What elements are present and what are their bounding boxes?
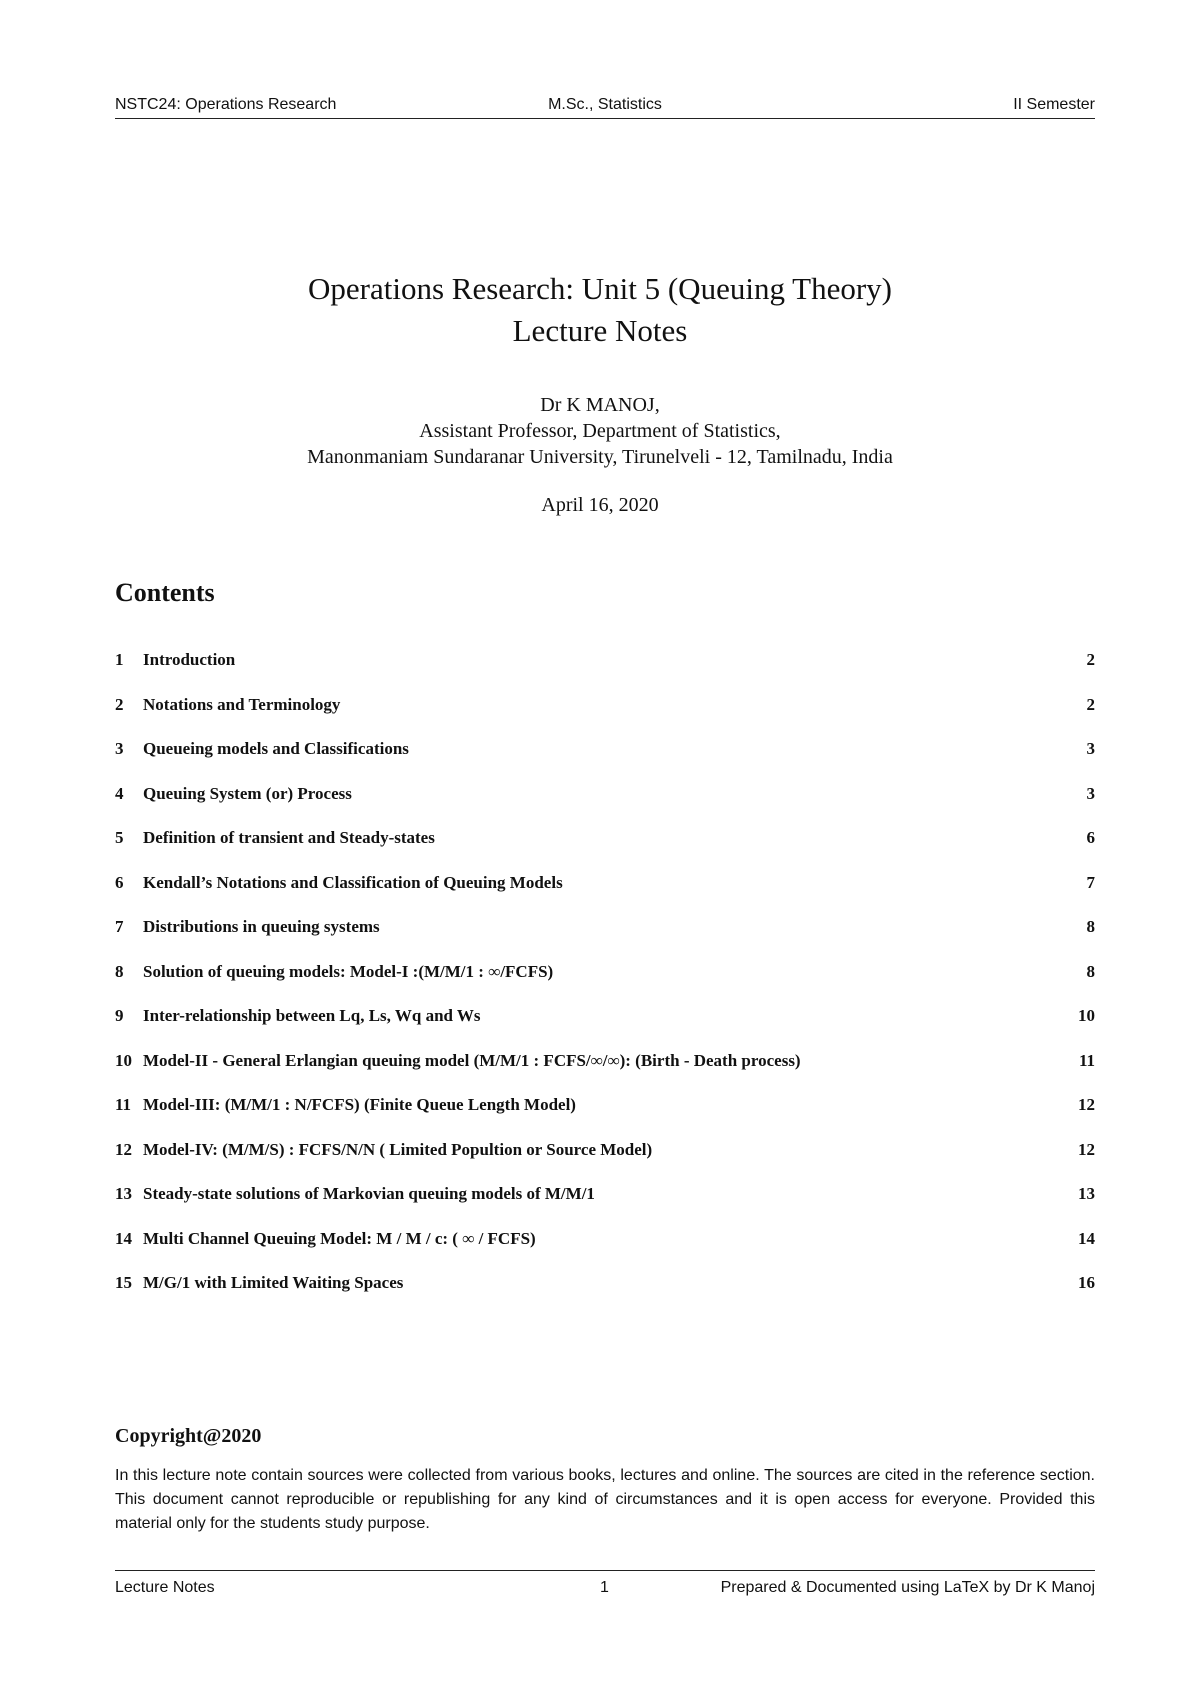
toc-number: 12	[115, 1139, 132, 1159]
toc-title: Model-II - General Erlangian queuing model (M/M/1 : FCFS/∞/∞): (Birth - Death process)	[143, 1050, 801, 1070]
document-date: April 16, 2020	[541, 494, 659, 516]
toc-title: Steady-state solutions of Markovian queuing models of M/M/1	[143, 1184, 595, 1203]
toc-page: 11	[1078, 1050, 1095, 1070]
toc-entry[interactable]	[115, 917, 1095, 962]
toc-title: Queueing models and Classifications	[143, 739, 409, 758]
author-affiliation: Manonmaniam Sundaranar University, Tirunelveli - 12, Tamilnadu, India	[307, 446, 893, 468]
toc-entry[interactable]	[115, 695, 1095, 740]
toc-entry[interactable]	[115, 873, 1095, 918]
toc-page: 13	[1078, 1184, 1095, 1203]
toc-entry[interactable]	[115, 1006, 1095, 1051]
footer-page-number: 1	[600, 1579, 609, 1596]
toc-page: 12	[1078, 1139, 1095, 1159]
toc-entry[interactable]	[115, 1229, 1095, 1274]
running-footer	[115, 1570, 1095, 1603]
toc-page: 10	[1078, 1006, 1095, 1025]
toc-number: 10	[115, 1050, 132, 1070]
toc-number: 7	[115, 917, 124, 936]
toc-title: Notations and Terminology	[143, 694, 341, 714]
toc-entry[interactable]	[115, 828, 1095, 873]
toc-page: 14	[1078, 1228, 1095, 1248]
toc-title: Model-IV: (M/M/S) : FCFS/N/N ( Limited Popultion or Source Model)	[143, 1139, 653, 1159]
document-title: Operations Research: Unit 5 (Queuing Theory)	[308, 271, 892, 306]
header-semester: II Semester	[1013, 96, 1095, 113]
toc-number: 9	[115, 1006, 124, 1025]
document-subtitle: Lecture Notes	[512, 313, 688, 348]
toc-page: 8	[1086, 961, 1095, 981]
toc-page: 3	[1086, 739, 1095, 758]
toc-page: 6	[1086, 828, 1095, 847]
author-position: Assistant Professor, Department of Statistics,	[419, 420, 781, 442]
toc-entry[interactable]	[115, 962, 1095, 1007]
toc-title: Definition of transient and Steady-states	[143, 828, 435, 847]
footer-left: Lecture Notes	[115, 1579, 215, 1596]
toc-number: 6	[115, 872, 124, 892]
running-header	[115, 96, 1095, 119]
toc-title: Kendall’s Notations and Classification of Queuing Models	[143, 872, 563, 892]
toc-entry[interactable]	[115, 739, 1095, 784]
toc-number: 8	[115, 961, 124, 981]
title-block	[0, 268, 1200, 352]
toc-page: 3	[1086, 783, 1095, 803]
toc-number: 11	[115, 1095, 132, 1114]
toc-page: 12	[1078, 1095, 1095, 1114]
toc-page: 7	[1086, 872, 1095, 892]
toc-page: 2	[1086, 694, 1095, 714]
footer-right: Prepared & Documented using LaTeX by Dr K Manoj	[720, 1579, 1095, 1596]
toc-title: M/G/1 with Limited Waiting Spaces	[143, 1273, 404, 1292]
toc-entry[interactable]	[115, 1051, 1095, 1096]
header-course: NSTC24: Operations Research	[115, 96, 337, 113]
toc-entry[interactable]	[115, 784, 1095, 829]
toc-number: 3	[115, 739, 124, 758]
toc-number: 14	[115, 1228, 132, 1248]
toc-title: Queuing System (or) Process	[143, 783, 352, 803]
toc-number: 2	[115, 694, 124, 714]
toc-entry[interactable]	[115, 1273, 1095, 1318]
toc-title: Multi Channel Queuing Model: M / M / c: ( ∞ / FCFS)	[143, 1228, 536, 1248]
contents-heading: Contents	[115, 578, 215, 607]
copyright-heading: Copyright@2020	[115, 1425, 262, 1447]
toc-entry[interactable]	[115, 650, 1095, 695]
toc-title: Distributions in queuing systems	[143, 917, 380, 936]
toc-number: 4	[115, 783, 124, 803]
toc-number: 15	[115, 1273, 132, 1292]
toc-entry[interactable]	[115, 1095, 1095, 1140]
copyright-text: In this lecture note contain sources were collected from various books, lectures and online. The sources are cited in the reference section. This document cannot reproducible or republishing for any kind of circumstances and it is open access for everyone. Provided this material only for the students study purpose.	[115, 1467, 1095, 1532]
toc-number: 1	[115, 650, 124, 669]
toc-page: 2	[1086, 650, 1095, 669]
header-programme: M.Sc., Statistics	[548, 96, 662, 113]
toc-title: Inter-relationship between Lq, Ls, Wq and Ws	[143, 1006, 481, 1025]
toc-entry[interactable]	[115, 1184, 1095, 1229]
author-name: Dr K MANOJ,	[540, 394, 660, 416]
toc-page: 16	[1078, 1273, 1095, 1292]
toc-page: 8	[1086, 917, 1095, 936]
author-block	[0, 392, 1200, 470]
table-of-contents	[115, 650, 1095, 1318]
toc-number: 5	[115, 828, 124, 847]
toc-title: Introduction	[143, 650, 236, 669]
toc-title: Solution of queuing models: Model-I :(M/M/1 : ∞/FCFS)	[143, 961, 554, 981]
toc-number: 13	[115, 1184, 132, 1203]
toc-entry[interactable]	[115, 1140, 1095, 1185]
toc-title: Model-III: (M/M/1 : N/FCFS) (Finite Queue Length Model)	[143, 1095, 576, 1114]
